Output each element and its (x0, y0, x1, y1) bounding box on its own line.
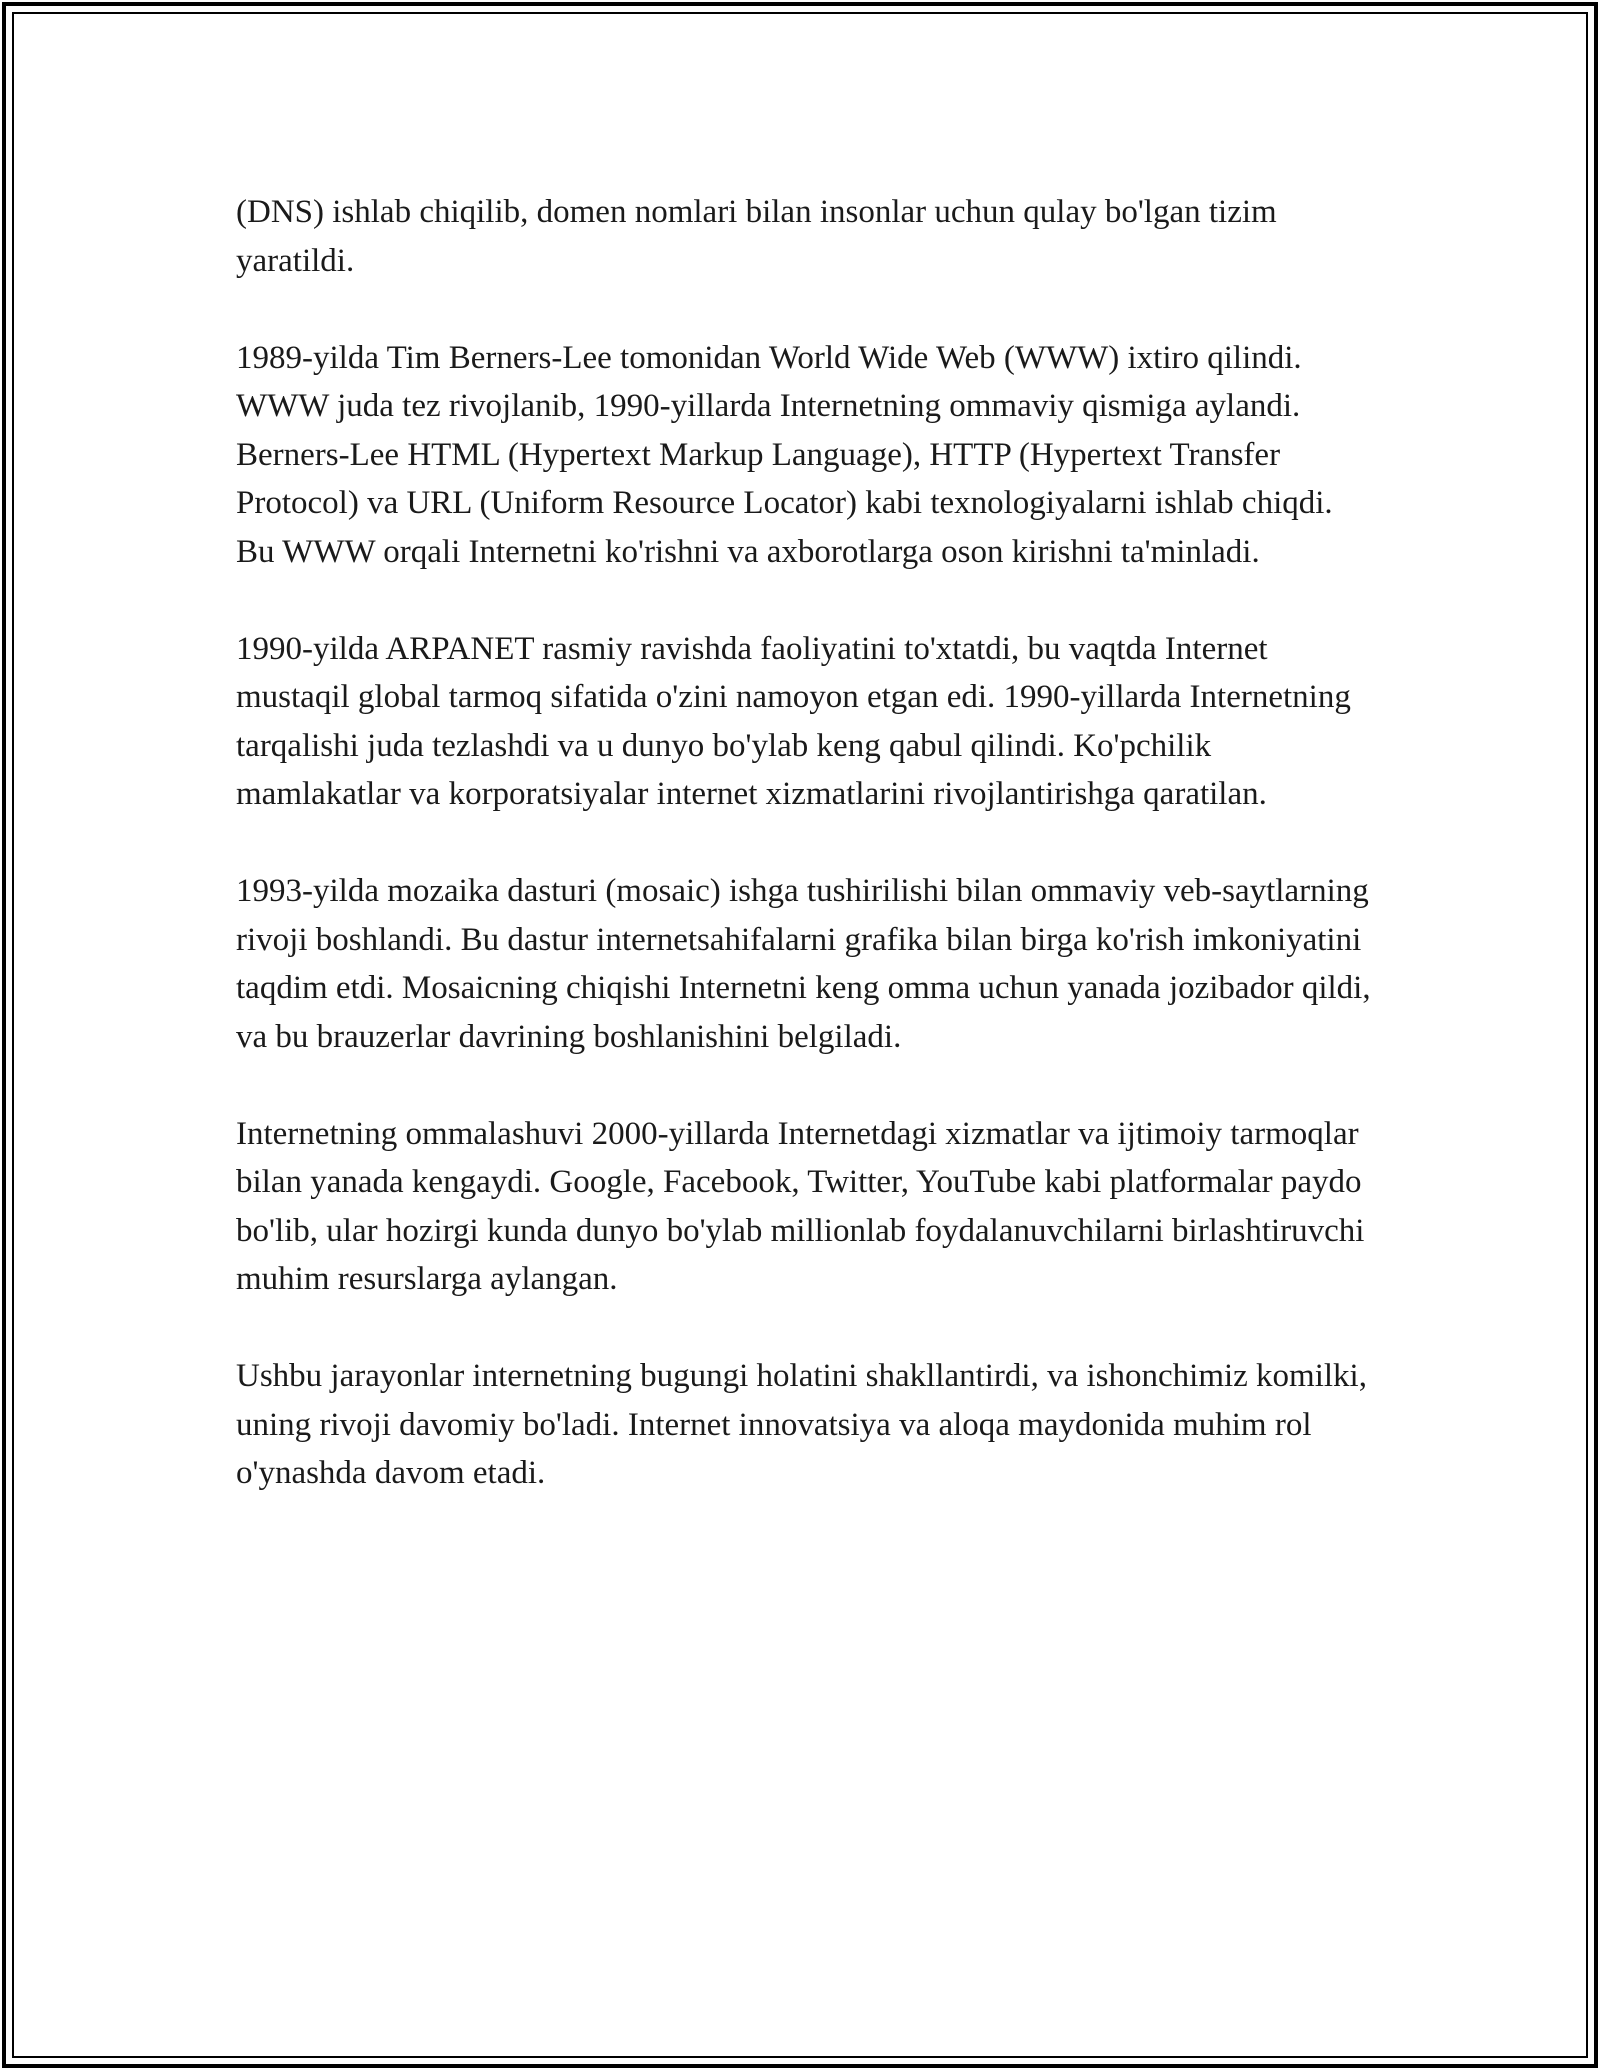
paragraph-dns: (DNS) ishlab chiqilib, domen nomlari bilan insonlar uchun qulay bo'lgan tizim yaratildi. (236, 194, 1277, 279)
paragraph-arpanet: 1990-yilda ARPANET rasmiy ravishda faoliyatini to'xtatdi, bu vaqtda Internet mustaqil global tarmoq sifatida o'zini namoyon etgan edi. 1990-yillarda Internetning tarqalishi juda tezlashdi va u dunyo bo'ylab keng qabul qilindi. Ko'pchilik mamlakatlar va korporatsiyalar internet xizmatlarini rivojlantirishga qaratilan. (236, 630, 1351, 812)
paragraph-conclusion: Ushbu jarayonlar internetning bugungi holatini shakllantirdi, va ishonchimiz komilki, uning rivoji davomiy bo'ladi. Internet innovatsiya va aloqa maydonida muhim rol o'ynashda davom etadi. (236, 1358, 1367, 1491)
document-body (236, 188, 1376, 1498)
paragraph-popularization: Internetning ommalashuvi 2000-yillarda Internetdagi xizmatlar va ijtimoiy tarmoqlar bilan yanada kengaydi. Google, Facebook, Twitter, YouTube kabi platformalar paydo bo'lib, ular hozirgi kunda dunyo bo'ylab millionlab foydalanuvchilarni birlashtiruvchi muhim resurslarga aylangan. (236, 1115, 1365, 1297)
paragraph-mosaic: 1993-yilda mozaika dasturi (mosaic) ishga tushirilishi bilan ommaviy veb-saytlarning rivoji boshlandi. Bu dastur internetsahifalarni grafika bilan birga ko'rish imkoniyatini taqdim etdi. Mosaicning chiqishi Internetni keng omma uchun yanada jozibador qildi, va bu brauzerlar davrining boshlanishini belgiladi. (236, 873, 1371, 1055)
paragraph-www: 1989-yilda Tim Berners-Lee tomonidan World Wide Web (WWW) ixtiro qilindi. WWW juda tez rivojlanib, 1990-yillarda Internetning ommaviy qismiga aylandi. Berners-Lee HTML (Hypertext Markup Language), HTTP (Hypertext Transfer Protocol) va URL (Uniform Resource Locator) kabi texnologiyalarni ishlab chiqdi. Bu WWW orqali Internetni ko'rishni va axborotlarga oson kirishni ta'minladi. (236, 339, 1333, 570)
